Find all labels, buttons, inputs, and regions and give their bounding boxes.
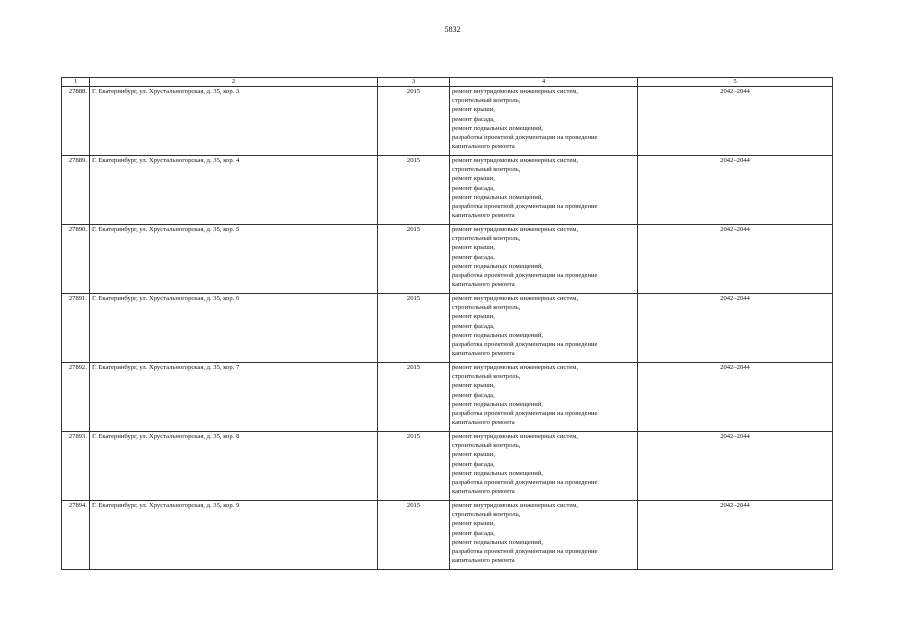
work-item: ремонт крыши, xyxy=(452,175,495,183)
work-item: строительный контроль, xyxy=(452,166,521,174)
header-col-4: 4 xyxy=(450,78,638,87)
address: Г. Екатеринбург, ул. Хрустальногорская, д. 35, кор. 7 xyxy=(90,363,378,432)
header-col-3: 3 xyxy=(378,78,450,87)
work-item: ремонт подвальных помещений, xyxy=(452,124,543,132)
work-item: капитального ремонта xyxy=(452,350,515,358)
header-col-5: 5 xyxy=(638,78,833,87)
header-row xyxy=(62,78,833,87)
repair-period: 2042–2044 xyxy=(638,363,833,432)
row-number: 27888. xyxy=(62,87,90,156)
works-list xyxy=(450,363,638,432)
work-item: ремонт внутридомовых инженерных систем, xyxy=(452,88,579,95)
work-item: строительный контроль, xyxy=(452,373,521,381)
header-col-2: 2 xyxy=(90,78,378,87)
work-item: ремонт фасада, xyxy=(452,322,495,330)
work-item: строительный контроль, xyxy=(452,235,521,243)
work-item: ремонт крыши, xyxy=(452,313,495,321)
registry-table xyxy=(61,77,833,570)
works-list xyxy=(450,156,638,225)
work-item: ремонт крыши, xyxy=(452,106,495,114)
work-item: ремонт внутридомовых инженерных систем, xyxy=(452,502,579,509)
work-item: ремонт подвальных помещений, xyxy=(452,193,543,201)
table-row xyxy=(62,501,833,570)
work-item: разработка проектной документации на проведение xyxy=(452,341,598,349)
table-row xyxy=(62,225,833,294)
work-item: ремонт фасада, xyxy=(452,529,495,537)
row-number: 27889. xyxy=(62,156,90,225)
work-item: разработка проектной документации на проведение xyxy=(452,272,598,280)
row-number: 27891. xyxy=(62,294,90,363)
works-list xyxy=(450,294,638,363)
table-row xyxy=(62,294,833,363)
work-item: разработка проектной документации на проведение xyxy=(452,479,598,487)
year: 2015 xyxy=(378,294,450,363)
works-list xyxy=(450,432,638,501)
address: Г. Екатеринбург, ул. Хрустальногорская, д. 35, кор. 5 xyxy=(90,225,378,294)
address: Г. Екатеринбург, ул. Хрустальногорская, д. 35, кор. 3 xyxy=(90,87,378,156)
work-item: ремонт внутридомовых инженерных систем, xyxy=(452,364,579,371)
address: Г. Екатеринбург, ул. Хрустальногорская, д. 35, кор. 9 xyxy=(90,501,378,570)
work-item: капитального ремонта xyxy=(452,143,515,151)
work-item: разработка проектной документации на проведение xyxy=(452,548,598,556)
work-item: капитального ремонта xyxy=(452,488,515,496)
table-row xyxy=(62,87,833,156)
year: 2015 xyxy=(378,156,450,225)
repair-period: 2042–2044 xyxy=(638,225,833,294)
year: 2015 xyxy=(378,363,450,432)
work-item: ремонт подвальных помещений, xyxy=(452,538,543,546)
row-number: 27893. xyxy=(62,432,90,501)
work-item: разработка проектной документации на проведение xyxy=(452,203,598,211)
address: Г. Екатеринбург, ул. Хрустальногорская, д. 35, кор. 8 xyxy=(90,432,378,501)
work-item: ремонт внутридомовых инженерных систем, xyxy=(452,433,579,440)
work-item: ремонт внутридомовых инженерных систем, xyxy=(452,226,579,233)
work-item: ремонт внутридомовых инженерных систем, xyxy=(452,157,579,164)
row-number: 27890. xyxy=(62,225,90,294)
header-col-1: 1 xyxy=(62,78,90,87)
row-number: 27892. xyxy=(62,363,90,432)
address: Г. Екатеринбург, ул. Хрустальногорская, д. 35, кор. 6 xyxy=(90,294,378,363)
work-item: разработка проектной документации на проведение xyxy=(452,410,598,418)
table-row xyxy=(62,363,833,432)
table-row xyxy=(62,432,833,501)
work-item: ремонт внутридомовых инженерных систем, xyxy=(452,295,579,302)
work-item: ремонт крыши, xyxy=(452,451,495,459)
work-item: ремонт крыши, xyxy=(452,520,495,528)
repair-period: 2042–2044 xyxy=(638,156,833,225)
work-item: ремонт подвальных помещений, xyxy=(452,469,543,477)
row-number: 27894. xyxy=(62,501,90,570)
work-item: ремонт фасада, xyxy=(452,460,495,468)
work-item: ремонт фасада, xyxy=(452,253,495,261)
year: 2015 xyxy=(378,501,450,570)
work-item: ремонт подвальных помещений, xyxy=(452,331,543,339)
work-item: капитального ремонта xyxy=(452,557,515,565)
year: 2015 xyxy=(378,432,450,501)
works-list xyxy=(450,225,638,294)
page-number: 5832 xyxy=(444,25,461,34)
work-item: капитального ремонта xyxy=(452,212,515,220)
work-item: ремонт подвальных помещений, xyxy=(452,400,543,408)
address: Г. Екатеринбург, ул. Хрустальногорская, д. 35, кор. 4 xyxy=(90,156,378,225)
work-item: строительный контроль, xyxy=(452,304,521,312)
works-list xyxy=(450,501,638,570)
work-item: ремонт фасада, xyxy=(452,391,495,399)
work-item: ремонт крыши, xyxy=(452,244,495,252)
year: 2015 xyxy=(378,87,450,156)
work-item: ремонт фасада, xyxy=(452,184,495,192)
work-item: строительный контроль, xyxy=(452,442,521,450)
repair-period: 2042–2044 xyxy=(638,501,833,570)
work-item: ремонт фасада, xyxy=(452,115,495,123)
work-item: строительный контроль, xyxy=(452,97,521,105)
work-item: строительный контроль, xyxy=(452,511,521,519)
repair-period: 2042–2044 xyxy=(638,432,833,501)
table-row xyxy=(62,156,833,225)
year: 2015 xyxy=(378,225,450,294)
work-item: капитального ремонта xyxy=(452,419,515,427)
work-item: капитального ремонта xyxy=(452,281,515,289)
work-item: ремонт подвальных помещений, xyxy=(452,262,543,270)
work-item: разработка проектной документации на проведение xyxy=(452,134,598,142)
works-list xyxy=(450,87,638,156)
repair-period: 2042–2044 xyxy=(638,294,833,363)
work-item: ремонт крыши, xyxy=(452,382,495,390)
repair-period: 2042–2044 xyxy=(638,87,833,156)
